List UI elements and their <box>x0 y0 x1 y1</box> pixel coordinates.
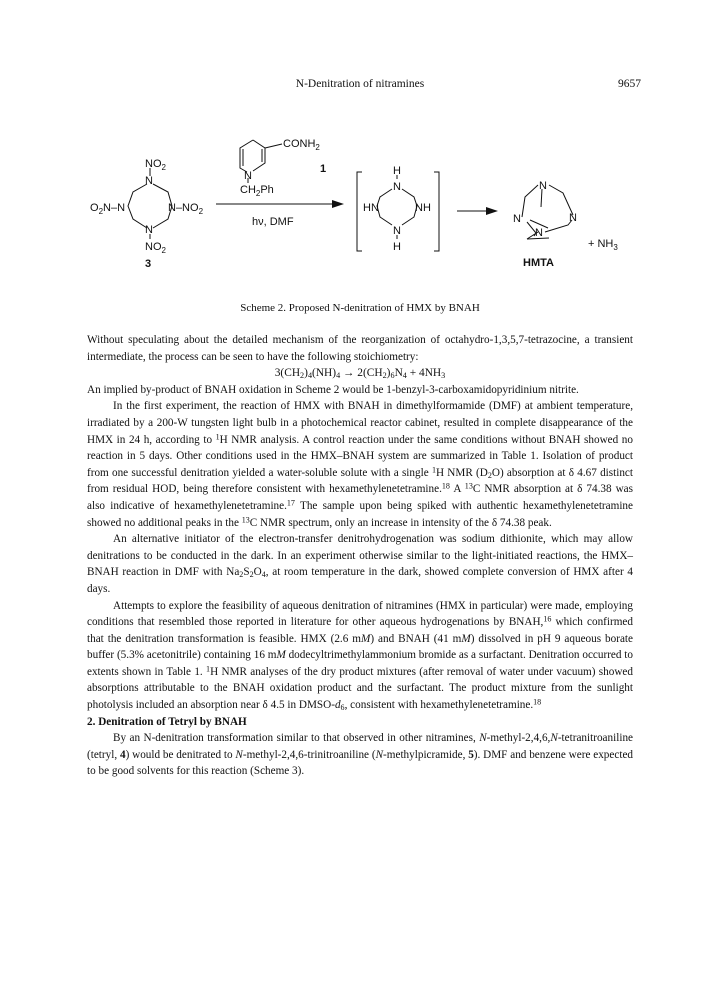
paragraph-stoichiometry: Without speculating about the detailed mechanism of the reorganization of octahydro-1,3,5,7-tetrazocine, a transient intermediate, the process can be seen to have the following stoichiometry: <box>87 334 633 363</box>
paragraph-dithionite: An alternative initiator of the electron-transfer denitrohydrogenation was sodium dithionite, which may allow denitrations to be conducted in the dark. In an experiment otherwise similar to the light-initiated reactions, the HMX–BNAH reaction in DMF with $Na_2S_2O_4$, at room temperature in the dark, showed complete conversion of HMX after 4 days. <box>87 533 633 595</box>
section-heading: 2. Denitration of Tetryl by BNAH <box>87 715 247 728</box>
intermediate-bottom-nitrogen: N <box>393 225 401 237</box>
reaction-arrowhead <box>332 200 344 208</box>
hmta-bottom-nitrogen: N <box>535 227 543 239</box>
hmx-bottom-nitrogen: N <box>145 224 153 236</box>
reaction-condition: hν, DMF <box>252 216 294 228</box>
hmx-top-nitrogen: N <box>145 175 153 187</box>
hmta-cage <box>522 185 573 239</box>
reagent-ring-nitrogen: N <box>244 170 252 182</box>
ammonia-byproduct: + $NH_3$ <box>588 238 618 252</box>
paragraph-first-experiment: In the first experiment, the reaction of HMX with BNAH in dimethylformamide (DMF) at ambient temperature, irradiated by a 200-W tungsten light bulb in a photochemical reactor cabinet, resulted in complete disappearance of the HMX in 24 h, according to $^1$H NMR analysis. A control reaction under the same conditions without BNAH showed no reaction in 5 days. Other conditions used in the HMX–BNAH system are summarized in Table 1. Isolation of product from one successful denitration yielded a water-soluble solute with a single $^1$H NMR $(D_2O)$ absorption at δ 4.67 distinct from residual HOD, being therefore consistent with hexamethylenetetramine.$^{18}$ A $^{13}$C NMR absorption at δ 74.38 was also indicative of hexamethylenetetramine.$^{17}$ The sample upon being spiked with authentic hexamethylenetetramine showed no additional peaks in the $^{13}$C NMR spectrum, only an increase in intensity of the δ 74.38 peak. <box>87 400 634 529</box>
hmx-bottom-nitro: $NO_2$ <box>145 241 166 255</box>
hmx-left-nitramine: $O_2N-N$ <box>90 202 126 216</box>
article-body <box>87 332 633 780</box>
reaction-scheme <box>0 135 720 285</box>
paragraph-tetryl: By an N-denitration transformation similar to that observed in other nitramines, N-methyl-2,4,6,N-tetranitroaniline (tetryl, 4) would be denitrated to N-methyl-2,4,6-trinitroaniline (N-methylpicramide, 5). DMF and benzene were expected to be good solvents for this reaction (Scheme 3). <box>87 732 633 778</box>
intermediate-left-amine: HN <box>363 202 379 214</box>
page-number: 9657 <box>618 78 641 90</box>
scheme-caption: Scheme 2. Proposed N-denitration of HMX by BNAH <box>240 302 480 314</box>
reagent-benzyl-group: $CH_2Ph$ <box>240 184 274 198</box>
hmta-top-nitrogen: N <box>539 180 547 192</box>
hmx-number: 3 <box>145 258 152 270</box>
paragraph-aqueous-denitration: Attempts to explore the feasibility of aqueous denitration of nitramines (HMX in particular) were made, employing conditions that resembled those reported in literature for other aqueous hydrogenations by BNAH,$^{16}$ which confirmed that the denitration transformation is feasible. HMX (2.6 mM) and BNAH (41 mM) dissolved in pH 9 aqueous borate buffer (5.3% acetonitrile) containing 16 mM dodecyltrimethylammonium bromide as a surfactant. Denitration occurred to extents shown in Table 1. $^1$H NMR analyses of the dry product mixtures (after removal of water under vacuum) showed absorptions attributable to the BNAH oxidation product and the surfactant. The product mixture from the sunlight photolysis included an absorption near δ 4.5 in DMSO-$d_6$, consistent with hexamethylenetetramine.$^{18}$ <box>87 599 634 713</box>
hmta-label: HMTA <box>523 257 554 269</box>
second-reaction-arrowhead <box>486 207 498 215</box>
hmta-left-nitrogen: N <box>513 213 521 225</box>
intermediate-top-nitrogen: N <box>393 181 401 193</box>
scheme-drawing <box>0 135 720 285</box>
intermediate-right-amine: NH <box>415 202 431 214</box>
right-bracket <box>434 172 439 251</box>
hmx-top-nitro: $NO_2$ <box>145 158 166 172</box>
intermediate-bottom-hydrogen: H <box>393 241 401 253</box>
reagent-substituent: $CONH_2$ <box>283 138 320 152</box>
hmta-right-nitrogen: N <box>569 212 577 224</box>
hmx-right-nitramine: $N-NO_2$ <box>168 202 204 216</box>
reagent-number: 1 <box>320 163 327 175</box>
left-bracket <box>357 172 362 251</box>
intermediate-top-hydrogen: H <box>393 165 401 177</box>
stoichiometry-equation: $3(CH_2)_4(NH)_4 \to 2(CH_2)_6N_4 + 4NH_3$ <box>274 367 446 381</box>
paragraph-byproduct: An implied by-product of BNAH oxidation in Scheme 2 would be 1-benzyl-3-carboxamidopyridinium nitrite. <box>87 383 579 396</box>
running-title: N-Denitration of nitramines <box>295 78 425 90</box>
